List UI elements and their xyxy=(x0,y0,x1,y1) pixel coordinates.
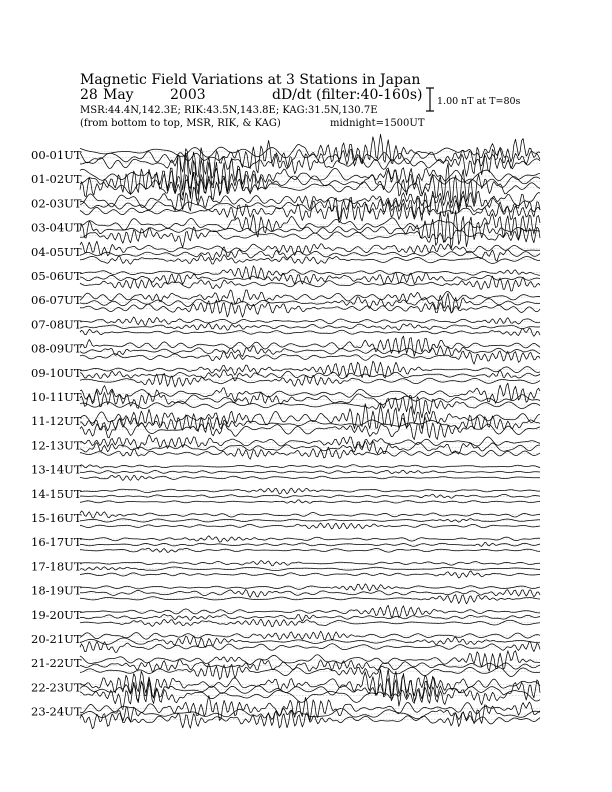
midnight-line: midnight=1500UT xyxy=(330,118,425,129)
scale-bar xyxy=(426,88,521,111)
hour-row-labels xyxy=(31,148,82,719)
chart-title: Magnetic Field Variations at 3 Stations in Japan xyxy=(80,72,421,88)
hour-row-label: 00-01UT xyxy=(31,148,82,162)
trace-rik xyxy=(80,293,540,313)
hour-row-label: 04-05UT xyxy=(31,244,82,259)
trace-rik xyxy=(80,414,540,433)
hour-row-label: 16-17UT xyxy=(31,535,82,550)
chart-header xyxy=(80,72,425,129)
trace-msr xyxy=(80,395,540,418)
trace-msr xyxy=(80,255,540,265)
hour-row-label: 22-23UT xyxy=(31,680,82,695)
trace-rik xyxy=(80,615,540,622)
hour-row-label: 23-24UT xyxy=(31,704,82,719)
trace-msr xyxy=(80,595,540,604)
stations-line: MSR:44.4N,142.3E; RIK:43.5N,143.8E; KAG:31.5N,130.7E xyxy=(80,105,378,116)
hour-row-label: 01-02UT xyxy=(31,172,82,187)
trace-msr xyxy=(80,351,540,364)
trace-kag xyxy=(80,511,540,518)
filter-label: (filter:40-160s) xyxy=(316,87,423,103)
trace-kag xyxy=(80,651,540,671)
hour-row-label: 10-11UT xyxy=(31,390,82,404)
hour-row-label: 13-14UT xyxy=(31,462,82,477)
hour-row-label: 17-18UT xyxy=(31,559,82,574)
date-year: 2003 xyxy=(170,87,206,103)
hour-row-label: 11-12UT xyxy=(31,414,82,429)
scale-bar-label: 1.00 nT at T=80s xyxy=(437,96,521,107)
hour-row-label: 20-21UT xyxy=(31,632,82,646)
trace-area xyxy=(80,134,540,728)
hour-row-label: 03-04UT xyxy=(31,220,82,235)
trace-rik xyxy=(80,636,540,648)
hour-row-label: 15-16UT xyxy=(31,511,82,525)
hour-row-label: 02-03UT xyxy=(31,196,82,211)
hour-row-label: 09-10UT xyxy=(31,365,82,380)
date-month: May xyxy=(103,87,134,103)
trace-msr xyxy=(80,328,540,336)
hour-row-label: 12-13UT xyxy=(31,438,82,453)
order-line: (from bottom to top, MSR, RIK, & KAG) xyxy=(80,118,281,129)
hour-row-label: 19-20UT xyxy=(31,607,82,622)
trace-msr xyxy=(80,619,540,627)
hour-row-label: 06-07UT xyxy=(31,293,82,308)
trace-kag xyxy=(80,134,540,163)
quantity-label: dD/dt xyxy=(272,87,312,103)
trace-msr xyxy=(80,475,540,480)
hour-row-label: 21-22UT xyxy=(31,656,82,671)
hour-row-label: 05-06UT xyxy=(31,269,82,283)
trace-kag xyxy=(80,488,540,494)
hour-row-label: 07-08UT xyxy=(31,317,82,332)
trace-rik xyxy=(80,659,540,671)
date-day: 28 xyxy=(80,87,98,103)
hour-row-label: 18-19UT xyxy=(31,583,82,598)
trace-kag xyxy=(80,187,540,212)
hour-row-label: 14-15UT xyxy=(31,486,82,501)
hour-row-label: 08-09UT xyxy=(31,341,82,356)
trace-rik xyxy=(80,140,540,173)
